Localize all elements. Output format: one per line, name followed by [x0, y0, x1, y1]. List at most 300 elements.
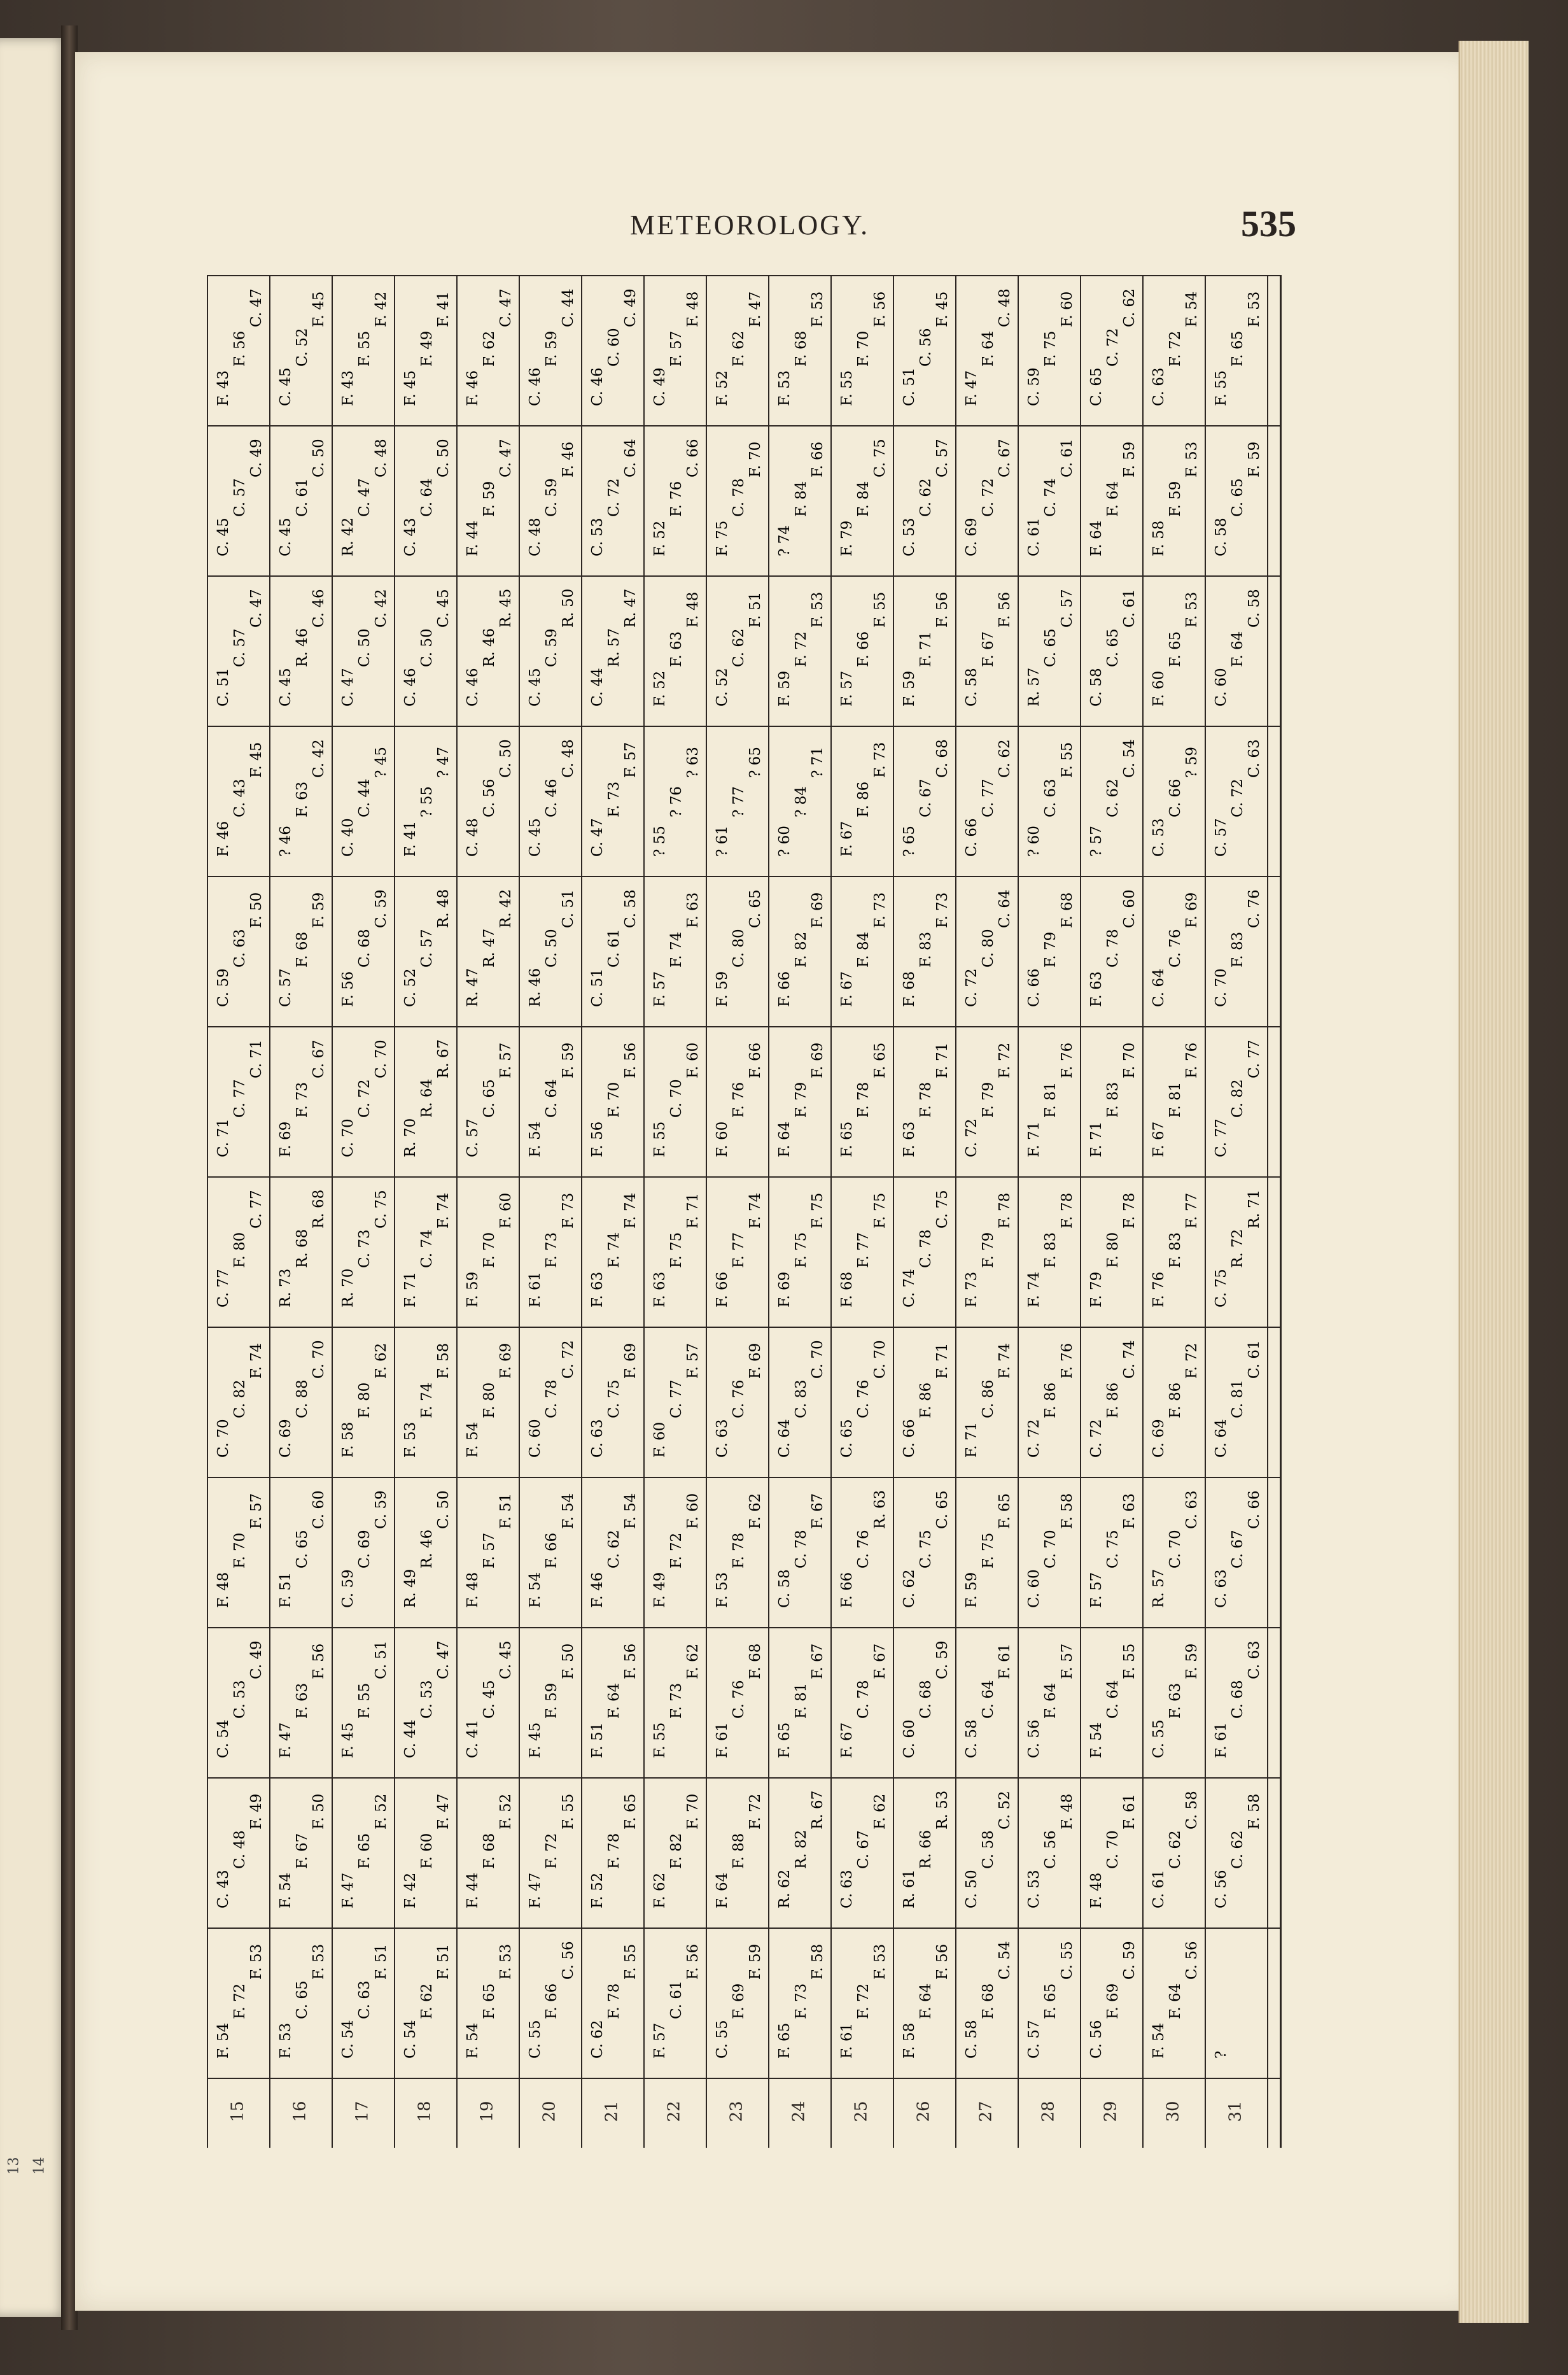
left-page-fragment: [0, 38, 70, 2317]
reading-cell: F. 50: [248, 892, 265, 928]
reading-cell: F. 46: [215, 821, 232, 857]
reading-cell: C. 48: [232, 1830, 248, 1869]
reading-cell: C. 71: [248, 1040, 265, 1078]
reading-cell: F. 66: [855, 631, 872, 667]
left-page-day-13: 13: [6, 2157, 22, 2175]
reading-cell: F. 45: [311, 291, 327, 327]
reading-cell: ? 46: [277, 826, 294, 857]
reading-cell: C. 40: [340, 818, 356, 857]
reading-cell: F. 58: [1246, 1793, 1263, 1829]
reading-cell: F. 88: [731, 1833, 747, 1869]
reading-cell: F. 47: [340, 1872, 356, 1908]
reading-cell: C. 70: [311, 1340, 327, 1379]
reading-cell: R. 61: [901, 1869, 918, 1908]
reading-cell: C. 72: [1088, 1419, 1105, 1458]
left-page-day-14: 14: [31, 2157, 48, 2175]
reading-cell: F. 69: [1184, 892, 1200, 928]
reading-cell: C. 55: [714, 2020, 731, 2059]
reading-cell: C. 58: [963, 668, 980, 707]
reading-cell: F. 63: [294, 781, 311, 817]
reading-cell: C. 59: [543, 628, 560, 667]
reading-cell: F. 45: [248, 742, 265, 778]
reading-cell: C. 53: [1026, 1870, 1042, 1908]
reading-cell: C. 62: [589, 2020, 606, 2059]
reading-cell: F. 54: [560, 1493, 577, 1529]
reading-cell: F. 64: [1167, 1983, 1184, 2019]
reading-cell: C. 56: [1213, 1870, 1229, 1908]
reading-cell: C. 57: [232, 478, 248, 517]
reading-cell: F. 70: [855, 330, 872, 367]
reading-cell: F. 74: [997, 1343, 1013, 1379]
reading-cell: F. 55: [652, 1121, 668, 1157]
reading-cell: C. 45: [435, 589, 452, 628]
reading-cell: C. 62: [1121, 288, 1138, 327]
reading-cell: F. 62: [419, 1983, 435, 2019]
reading-cell: R. 46: [481, 628, 498, 667]
reading-cell: F. 75: [872, 1192, 888, 1229]
reading-cell: C. 53: [419, 1680, 435, 1719]
reading-cell: C. 53: [901, 518, 918, 556]
reading-cell: C. 57: [1026, 2020, 1042, 2059]
reading-cell: ? 61: [714, 826, 731, 857]
reading-cell: C. 57: [1059, 589, 1075, 628]
reading-cell: F. 75: [714, 520, 731, 556]
reading-cell: F. 76: [1184, 1042, 1200, 1078]
reading-cell: F. 59: [1184, 1643, 1200, 1679]
reading-cell: C. 63: [1246, 1640, 1263, 1679]
reading-cell: C. 51: [901, 367, 918, 406]
reading-cell: F. 65: [481, 1983, 498, 2019]
reading-cell: C. 80: [980, 929, 997, 968]
reading-cell: F. 64: [1088, 520, 1105, 556]
reading-cell: F. 59: [543, 1682, 560, 1719]
reading-cell: C. 54: [340, 2020, 356, 2059]
reading-cell: F. 49: [419, 330, 435, 367]
reading-cell: F. 71: [963, 1421, 980, 1458]
reading-cell: F. 81: [1167, 1082, 1184, 1118]
reading-cell: F. 67: [1151, 1121, 1167, 1157]
reading-cell: C. 56: [1184, 1941, 1200, 1980]
reading-cell: F. 70: [232, 1532, 248, 1568]
reading-cell: F. 79: [1088, 1271, 1105, 1307]
reading-cell: ? 60: [776, 826, 793, 857]
reading-cell: C. 63: [589, 1419, 606, 1458]
reading-cell: C. 70: [215, 1419, 232, 1458]
reading-cell: C. 62: [1105, 779, 1121, 817]
reading-cell: C. 63: [232, 929, 248, 968]
column-rule: [768, 275, 769, 2148]
reading-cell: F. 45: [934, 291, 951, 327]
day-number: 17: [353, 2101, 372, 2122]
reading-cell: F. 65: [997, 1493, 1013, 1529]
reading-cell: F. 60: [1059, 291, 1075, 327]
reading-cell: C. 77: [1246, 1040, 1263, 1078]
reading-cell: C. 55: [1059, 1941, 1075, 1980]
reading-cell: F. 70: [1121, 1042, 1138, 1078]
day-number: 25: [851, 2101, 871, 2122]
reading-cell: C. 70: [340, 1118, 356, 1157]
row-rule: [207, 1176, 1280, 1178]
reading-cell: F. 59: [481, 481, 498, 517]
reading-cell: C. 46: [402, 668, 419, 707]
reading-cell: C. 49: [622, 288, 639, 327]
reading-cell: ? 65: [747, 747, 764, 778]
reading-cell: C. 67: [855, 1830, 872, 1869]
reading-cell: C. 61: [1121, 589, 1138, 628]
reading-cell: F. 67: [839, 971, 855, 1007]
reading-cell: F. 54: [527, 1121, 543, 1157]
reading-cell: C. 46: [527, 367, 543, 406]
reading-cell: C. 66: [685, 439, 701, 477]
reading-cell: F. 64: [1042, 1682, 1059, 1719]
reading-cell: F. 83: [1229, 931, 1246, 968]
reading-cell: F. 53: [872, 1943, 888, 1980]
reading-cell: F. 58: [1059, 1493, 1075, 1529]
reading-cell: F. 59: [714, 971, 731, 1007]
reading-cell: C. 42: [311, 739, 327, 778]
reading-cell: R. 50: [560, 588, 577, 628]
reading-cell: F. 71: [934, 1042, 951, 1078]
reading-cell: F. 57: [1059, 1643, 1075, 1679]
reading-cell: C. 48: [373, 439, 389, 477]
reading-cell: F. 69: [809, 892, 826, 928]
reading-cell: F. 73: [606, 781, 622, 817]
reading-cell: C. 75: [934, 1190, 951, 1229]
reading-cell: F. 61: [997, 1643, 1013, 1679]
reading-cell: F. 71: [1088, 1121, 1105, 1157]
reading-cell: F. 57: [622, 742, 639, 778]
reading-cell: F. 59: [543, 330, 560, 367]
reading-cell: C. 76: [1246, 889, 1263, 928]
reading-cell: R. 49: [402, 1568, 419, 1608]
reading-cell: F. 53: [776, 370, 793, 406]
table-border: [1280, 275, 1282, 2148]
reading-cell: F. 68: [1059, 892, 1075, 928]
reading-cell: F. 54: [465, 2022, 481, 2059]
reading-cell: C. 60: [1121, 889, 1138, 928]
reading-cell: F. 78: [997, 1192, 1013, 1229]
reading-cell: F. 62: [685, 1643, 701, 1679]
reading-cell: F. 69: [622, 1343, 639, 1379]
reading-cell: F. 52: [589, 1872, 606, 1908]
reading-cell: F. 58: [901, 2022, 918, 2059]
reading-cell: C. 50: [963, 1870, 980, 1908]
reading-cell: F. 55: [1121, 1643, 1138, 1679]
reading-cell: F. 77: [731, 1232, 747, 1268]
day-number: 24: [789, 2101, 809, 2122]
reading-cell: F. 66: [809, 441, 826, 477]
reading-cell: C. 76: [731, 1379, 747, 1418]
reading-cell: F. 59: [1121, 441, 1138, 477]
reading-cell: F. 64: [606, 1682, 622, 1719]
reading-cell: C. 51: [215, 668, 232, 707]
reading-cell: C. 55: [1151, 1719, 1167, 1758]
reading-cell: C. 58: [1246, 589, 1263, 628]
reading-cell: F. 59: [901, 670, 918, 707]
reading-cell: F. 69: [747, 1343, 764, 1379]
reading-cell: F. 60: [685, 1042, 701, 1078]
reading-cell: C. 83: [793, 1379, 809, 1418]
column-rule: [456, 275, 458, 2148]
reading-cell: C. 50: [311, 439, 327, 477]
reading-cell: F. 57: [839, 670, 855, 707]
reading-cell: F. 73: [793, 1983, 809, 2019]
reading-cell: F. 65: [1167, 631, 1184, 667]
reading-cell: C. 65: [747, 889, 764, 928]
reading-cell: C. 70: [1167, 1530, 1184, 1568]
reading-cell: F. 48: [685, 291, 701, 327]
row-rule: [207, 2078, 1280, 2079]
reading-cell: R. 70: [402, 1118, 419, 1157]
reading-cell: C. 56: [1088, 2020, 1105, 2059]
reading-cell: C. 62: [1229, 1830, 1246, 1869]
reading-cell: C. 50: [543, 929, 560, 968]
reading-cell: C. 65: [1042, 628, 1059, 667]
reading-cell: F. 78: [731, 1532, 747, 1568]
reading-cell: C. 72: [606, 478, 622, 517]
reading-cell: F. 72: [668, 1532, 685, 1568]
reading-cell: F. 68: [839, 1271, 855, 1307]
reading-cell: F. 79: [980, 1082, 997, 1118]
reading-cell: C. 64: [419, 478, 435, 517]
reading-cell: C. 60: [527, 1419, 543, 1458]
reading-cell: C. 47: [435, 1640, 452, 1679]
reading-cell: F. 76: [1059, 1042, 1075, 1078]
reading-cell: C. 50: [435, 439, 452, 477]
reading-cell: C. 64: [543, 1079, 560, 1118]
reading-cell: C. 74: [901, 1269, 918, 1307]
reading-cell: C. 59: [373, 889, 389, 928]
reading-cell: C. 62: [606, 1530, 622, 1568]
reading-cell: F. 73: [668, 1682, 685, 1719]
reading-cell: C. 57: [232, 628, 248, 667]
reading-cell: R. 45: [498, 588, 514, 628]
reading-cell: C. 60: [901, 1719, 918, 1758]
reading-cell: F. 48: [1059, 1793, 1075, 1829]
column-rule: [1080, 275, 1081, 2148]
reading-cell: C. 75: [918, 1530, 934, 1568]
reading-cell: C. 54: [1121, 739, 1138, 778]
reading-cell: F. 64: [918, 1983, 934, 2019]
reading-cell: F. 65: [839, 1121, 855, 1157]
reading-cell: C. 57: [465, 1118, 481, 1157]
reading-cell: C. 61: [668, 1980, 685, 2019]
reading-cell: C. 88: [294, 1379, 311, 1418]
reading-cell: F. 60: [685, 1493, 701, 1529]
column-rule: [581, 275, 582, 2148]
reading-cell: C. 43: [215, 1870, 232, 1908]
reading-cell: F. 72: [855, 1983, 872, 2019]
reading-cell: F. 86: [1042, 1382, 1059, 1418]
row-rule: [207, 1477, 1280, 1478]
reading-cell: F. 56: [997, 591, 1013, 628]
column-rule: [207, 275, 208, 2148]
reading-cell: F. 51: [373, 1943, 389, 1980]
reading-cell: F. 59: [465, 1271, 481, 1307]
reading-cell: C. 78: [543, 1379, 560, 1418]
reading-cell: C. 47: [248, 589, 265, 628]
reading-cell: F. 54: [465, 1421, 481, 1458]
reading-cell: F. 64: [1105, 481, 1121, 517]
reading-cell: C. 80: [731, 929, 747, 968]
reading-cell: C. 74: [419, 1229, 435, 1268]
reading-cell: R. 42: [498, 889, 514, 928]
reading-cell: C. 50: [498, 739, 514, 778]
reading-cell: F. 55: [560, 1793, 577, 1829]
reading-cell: F. 52: [714, 370, 731, 406]
reading-cell: F. 74: [248, 1343, 265, 1379]
reading-cell: C. 77: [248, 1190, 265, 1229]
reading-cell: F. 63: [589, 1271, 606, 1307]
reading-cell: F. 76: [1059, 1343, 1075, 1379]
reading-cell: C. 70: [668, 1079, 685, 1118]
reading-cell: ? 65: [901, 826, 918, 857]
reading-cell: F. 65: [1229, 330, 1246, 367]
reading-cell: F. 57: [668, 330, 685, 367]
reading-cell: F. 60: [498, 1192, 514, 1229]
reading-cell: C. 50: [419, 628, 435, 667]
reading-cell: C. 72: [980, 478, 997, 517]
reading-cell: C. 51: [589, 968, 606, 1007]
reading-cell: F. 56: [340, 971, 356, 1007]
reading-cell: F. 60: [419, 1833, 435, 1869]
reading-cell: ? 74: [776, 525, 793, 556]
reading-cell: F. 67: [839, 1722, 855, 1758]
reading-cell: F. 72: [793, 631, 809, 667]
reading-cell: C. 45: [215, 518, 232, 556]
reading-cell: F. 44: [465, 520, 481, 556]
reading-cell: C. 46: [311, 589, 327, 628]
reading-cell: F. 76: [731, 1082, 747, 1118]
reading-cell: F. 67: [872, 1643, 888, 1679]
reading-cell: F. 47: [747, 291, 764, 327]
reading-cell: C. 59: [1121, 1941, 1138, 1980]
reading-cell: C. 43: [402, 518, 419, 556]
reading-cell: F. 55: [652, 1722, 668, 1758]
reading-cell: C. 61: [1151, 1870, 1167, 1908]
reading-cell: F. 53: [1184, 441, 1200, 477]
reading-cell: F. 69: [776, 1271, 793, 1307]
reading-cell: C. 56: [481, 779, 498, 817]
reading-cell: C. 45: [277, 367, 294, 406]
reading-cell: F. 56: [872, 291, 888, 327]
reading-cell: F. 54: [215, 2022, 232, 2059]
reading-cell: F. 68: [481, 1833, 498, 1869]
reading-cell: C. 48: [527, 518, 543, 556]
reading-cell: F. 52: [652, 520, 668, 556]
reading-cell: F. 70: [747, 441, 764, 477]
reading-cell: C. 49: [248, 1640, 265, 1679]
reading-cell: C. 45: [277, 518, 294, 556]
reading-cell: C. 65: [294, 1980, 311, 2019]
reading-cell: F. 74: [435, 1192, 452, 1229]
reading-cell: F. 64: [1229, 631, 1246, 667]
reading-cell: F. 53: [1246, 291, 1263, 327]
weather-table: [207, 275, 1276, 2146]
reading-cell: F. 55: [1059, 742, 1075, 778]
reading-cell: ? 63: [685, 747, 701, 778]
reading-cell: F. 81: [793, 1682, 809, 1719]
reading-cell: C. 68: [934, 739, 951, 778]
reading-cell: C. 66: [1026, 968, 1042, 1007]
reading-cell: F. 62: [731, 330, 747, 367]
reading-cell: C. 54: [215, 1719, 232, 1758]
page-number: 535: [1241, 203, 1296, 244]
reading-cell: C. 54: [402, 2020, 419, 2059]
reading-cell: F. 78: [606, 1833, 622, 1869]
reading-cell: F. 86: [1105, 1382, 1121, 1418]
reading-cell: C. 65: [1105, 628, 1121, 667]
reading-cell: F. 59: [311, 892, 327, 928]
reading-cell: C. 78: [918, 1229, 934, 1268]
reading-cell: C. 63: [839, 1870, 855, 1908]
reading-cell: R. 47: [481, 928, 498, 968]
reading-cell: F. 79: [980, 1232, 997, 1268]
reading-cell: F. 58: [809, 1943, 826, 1980]
reading-cell: C. 48: [560, 739, 577, 778]
reading-cell: F. 51: [589, 1722, 606, 1758]
reading-cell: C. 78: [1105, 929, 1121, 968]
reading-cell: F. 56: [232, 330, 248, 367]
reading-cell: F. 73: [294, 1082, 311, 1118]
reading-cell: C. 44: [560, 288, 577, 327]
row-rule: [207, 1627, 1280, 1628]
reading-cell: F. 76: [1151, 1271, 1167, 1307]
reading-cell: C. 68: [918, 1680, 934, 1719]
reading-cell: F. 77: [1184, 1192, 1200, 1229]
day-number: 21: [602, 2101, 622, 2122]
reading-cell: F. 79: [793, 1082, 809, 1118]
row-rule: [207, 1927, 1280, 1929]
column-rule: [830, 275, 832, 2148]
reading-cell: C. 67: [1229, 1530, 1246, 1568]
reading-cell: C. 62: [731, 628, 747, 667]
reading-cell: C. 41: [465, 1719, 481, 1758]
reading-cell: C. 72: [963, 1118, 980, 1157]
reading-cell: ? 76: [668, 786, 685, 817]
reading-cell: C. 58: [963, 2020, 980, 2059]
reading-cell: F. 54: [1151, 2022, 1167, 2059]
reading-cell: F. 73: [872, 892, 888, 928]
column-rule: [1018, 275, 1019, 2148]
reading-cell: C. 50: [356, 628, 373, 667]
reading-cell: F. 51: [277, 1572, 294, 1608]
reading-cell: F. 49: [248, 1793, 265, 1829]
reading-cell: F. 68: [980, 1983, 997, 2019]
reading-cell: F. 78: [855, 1082, 872, 1118]
reading-cell: C. 70: [373, 1040, 389, 1078]
reading-cell: F. 66: [543, 1532, 560, 1568]
reading-cell: C. 61: [294, 478, 311, 517]
reading-cell: F. 41: [402, 821, 419, 857]
reading-cell: F. 86: [918, 1382, 934, 1418]
reading-cell: ? 77: [731, 786, 747, 817]
reading-cell: C. 61: [1026, 518, 1042, 556]
page-title: METEOROLOGY.: [630, 209, 870, 241]
reading-cell: ? 71: [809, 747, 826, 778]
column-rule: [519, 275, 520, 2148]
reading-cell: F. 63: [294, 1682, 311, 1719]
reading-cell: F. 58: [340, 1421, 356, 1458]
reading-cell: F. 83: [918, 931, 934, 968]
reading-cell: C. 67: [918, 779, 934, 817]
reading-cell: ? 45: [373, 747, 389, 778]
day-number: 18: [415, 2101, 435, 2122]
column-rule: [643, 275, 645, 2148]
reading-cell: F. 57: [481, 1532, 498, 1568]
reading-cell: R. 66: [918, 1829, 934, 1869]
reading-cell: F. 70: [481, 1232, 498, 1268]
